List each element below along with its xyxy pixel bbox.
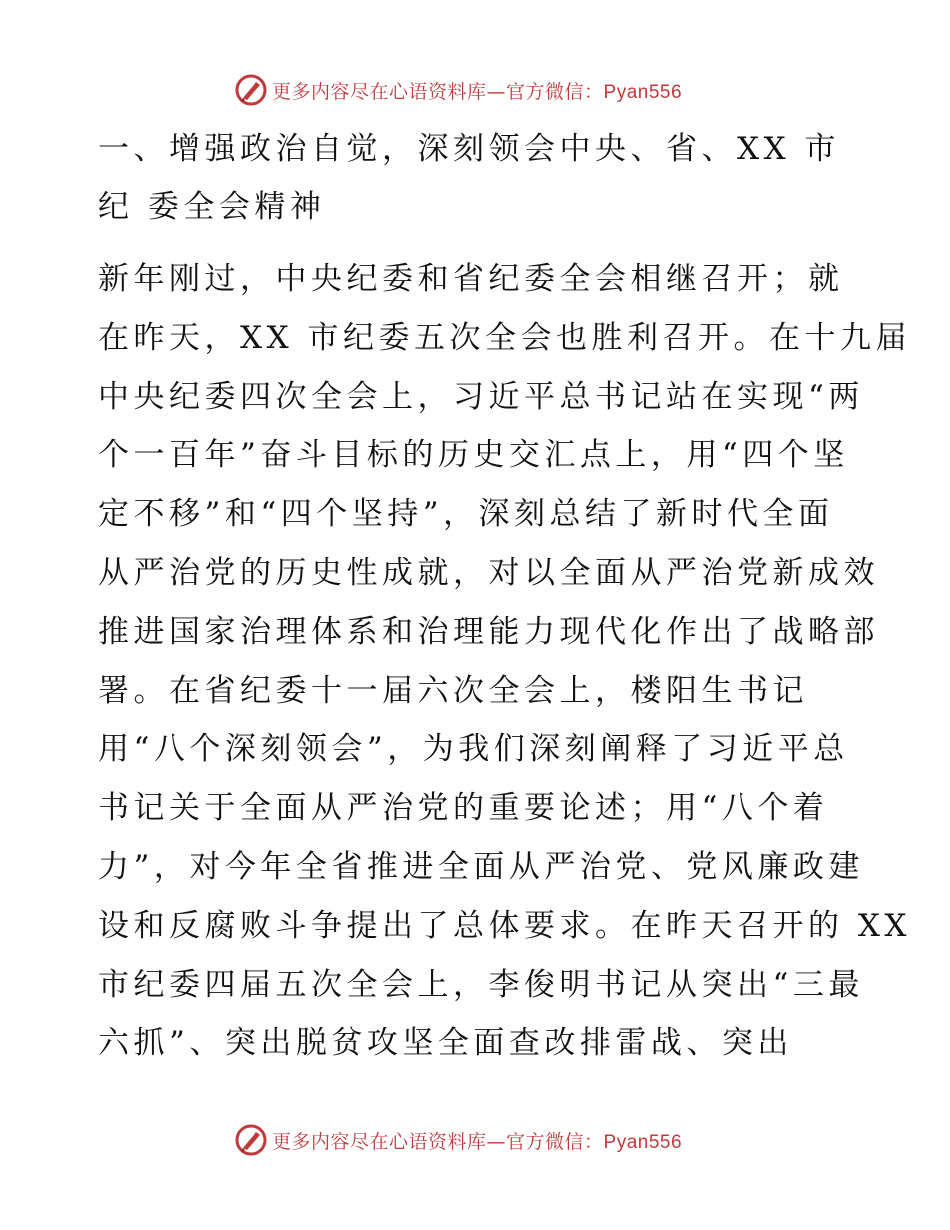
section-heading — [98, 120, 868, 236]
banner-text — [272, 77, 682, 104]
text-line: 书记关于全面从严治党的重要论述；用“八个着 — [98, 790, 829, 827]
text-line: 设和反腐败斗争提出了总体要求。在昨天召开的 XX — [98, 907, 911, 944]
heading-line: 委全会精神 — [147, 189, 326, 225]
heading-line: 一、增强政治自觉，深刻领会中央、省、XX 市纪 — [98, 131, 840, 225]
banner-site-name: 更多内容尽在心语资料库 — [272, 80, 487, 103]
text-line: 用“八个深刻领会”，为我们深刻阐释了习近平总 — [98, 731, 849, 768]
banner-wechat-id: Pyan556 — [603, 81, 683, 103]
text-line: 新年刚过，中央纪委和省纪委全会相继召开；就 — [98, 261, 844, 297]
text-line: 在昨天，XX 市纪委五次全会也胜利召开。在十九届 — [98, 319, 911, 356]
banner-wechat-label: 官方微信： — [506, 1130, 604, 1153]
quill-pen-logo-icon — [234, 73, 268, 107]
banner-site-name: 更多内容尽在心语资料库 — [272, 1130, 487, 1153]
text-line: 中央纪委四次全会上，习近平总书记站在实现“两 — [98, 378, 864, 415]
banner-text — [272, 1127, 682, 1154]
banner-separator: — — [486, 1130, 507, 1153]
document-body — [98, 120, 911, 1073]
text-line: 从严治党的历史性成就，对以全面从严治党新成效 — [98, 554, 879, 591]
text-line: 市纪委四届五次全会上，李俊明书记从突出“三最 — [98, 966, 864, 1003]
text-line: 定不移”和“四个坚持”，深刻总结了新时代全面 — [98, 496, 834, 533]
text-line: 六抓”、突出脱贫攻坚全面查改排雷战、突出 — [98, 1025, 793, 1062]
body-paragraph — [98, 250, 911, 1073]
quill-pen-logo-icon — [234, 1123, 268, 1157]
text-line: 署。在省纪委十一届六次全会上，楼阳生书记 — [98, 672, 808, 709]
banner-wechat-id: Pyan556 — [603, 1131, 683, 1153]
banner-separator: — — [486, 80, 507, 103]
text-line: 力”，对今年全省推进全面从严治党、党风廉政建 — [98, 848, 864, 885]
header-banner — [234, 70, 682, 110]
banner-wechat-label: 官方微信： — [506, 80, 604, 103]
footer-banner — [234, 1120, 682, 1160]
text-line: 推进国家治理体系和治理能力现代化作出了战略部 — [98, 613, 879, 650]
text-line: 个一百年”奋斗目标的历史交汇点上，用“四个坚 — [98, 437, 849, 474]
